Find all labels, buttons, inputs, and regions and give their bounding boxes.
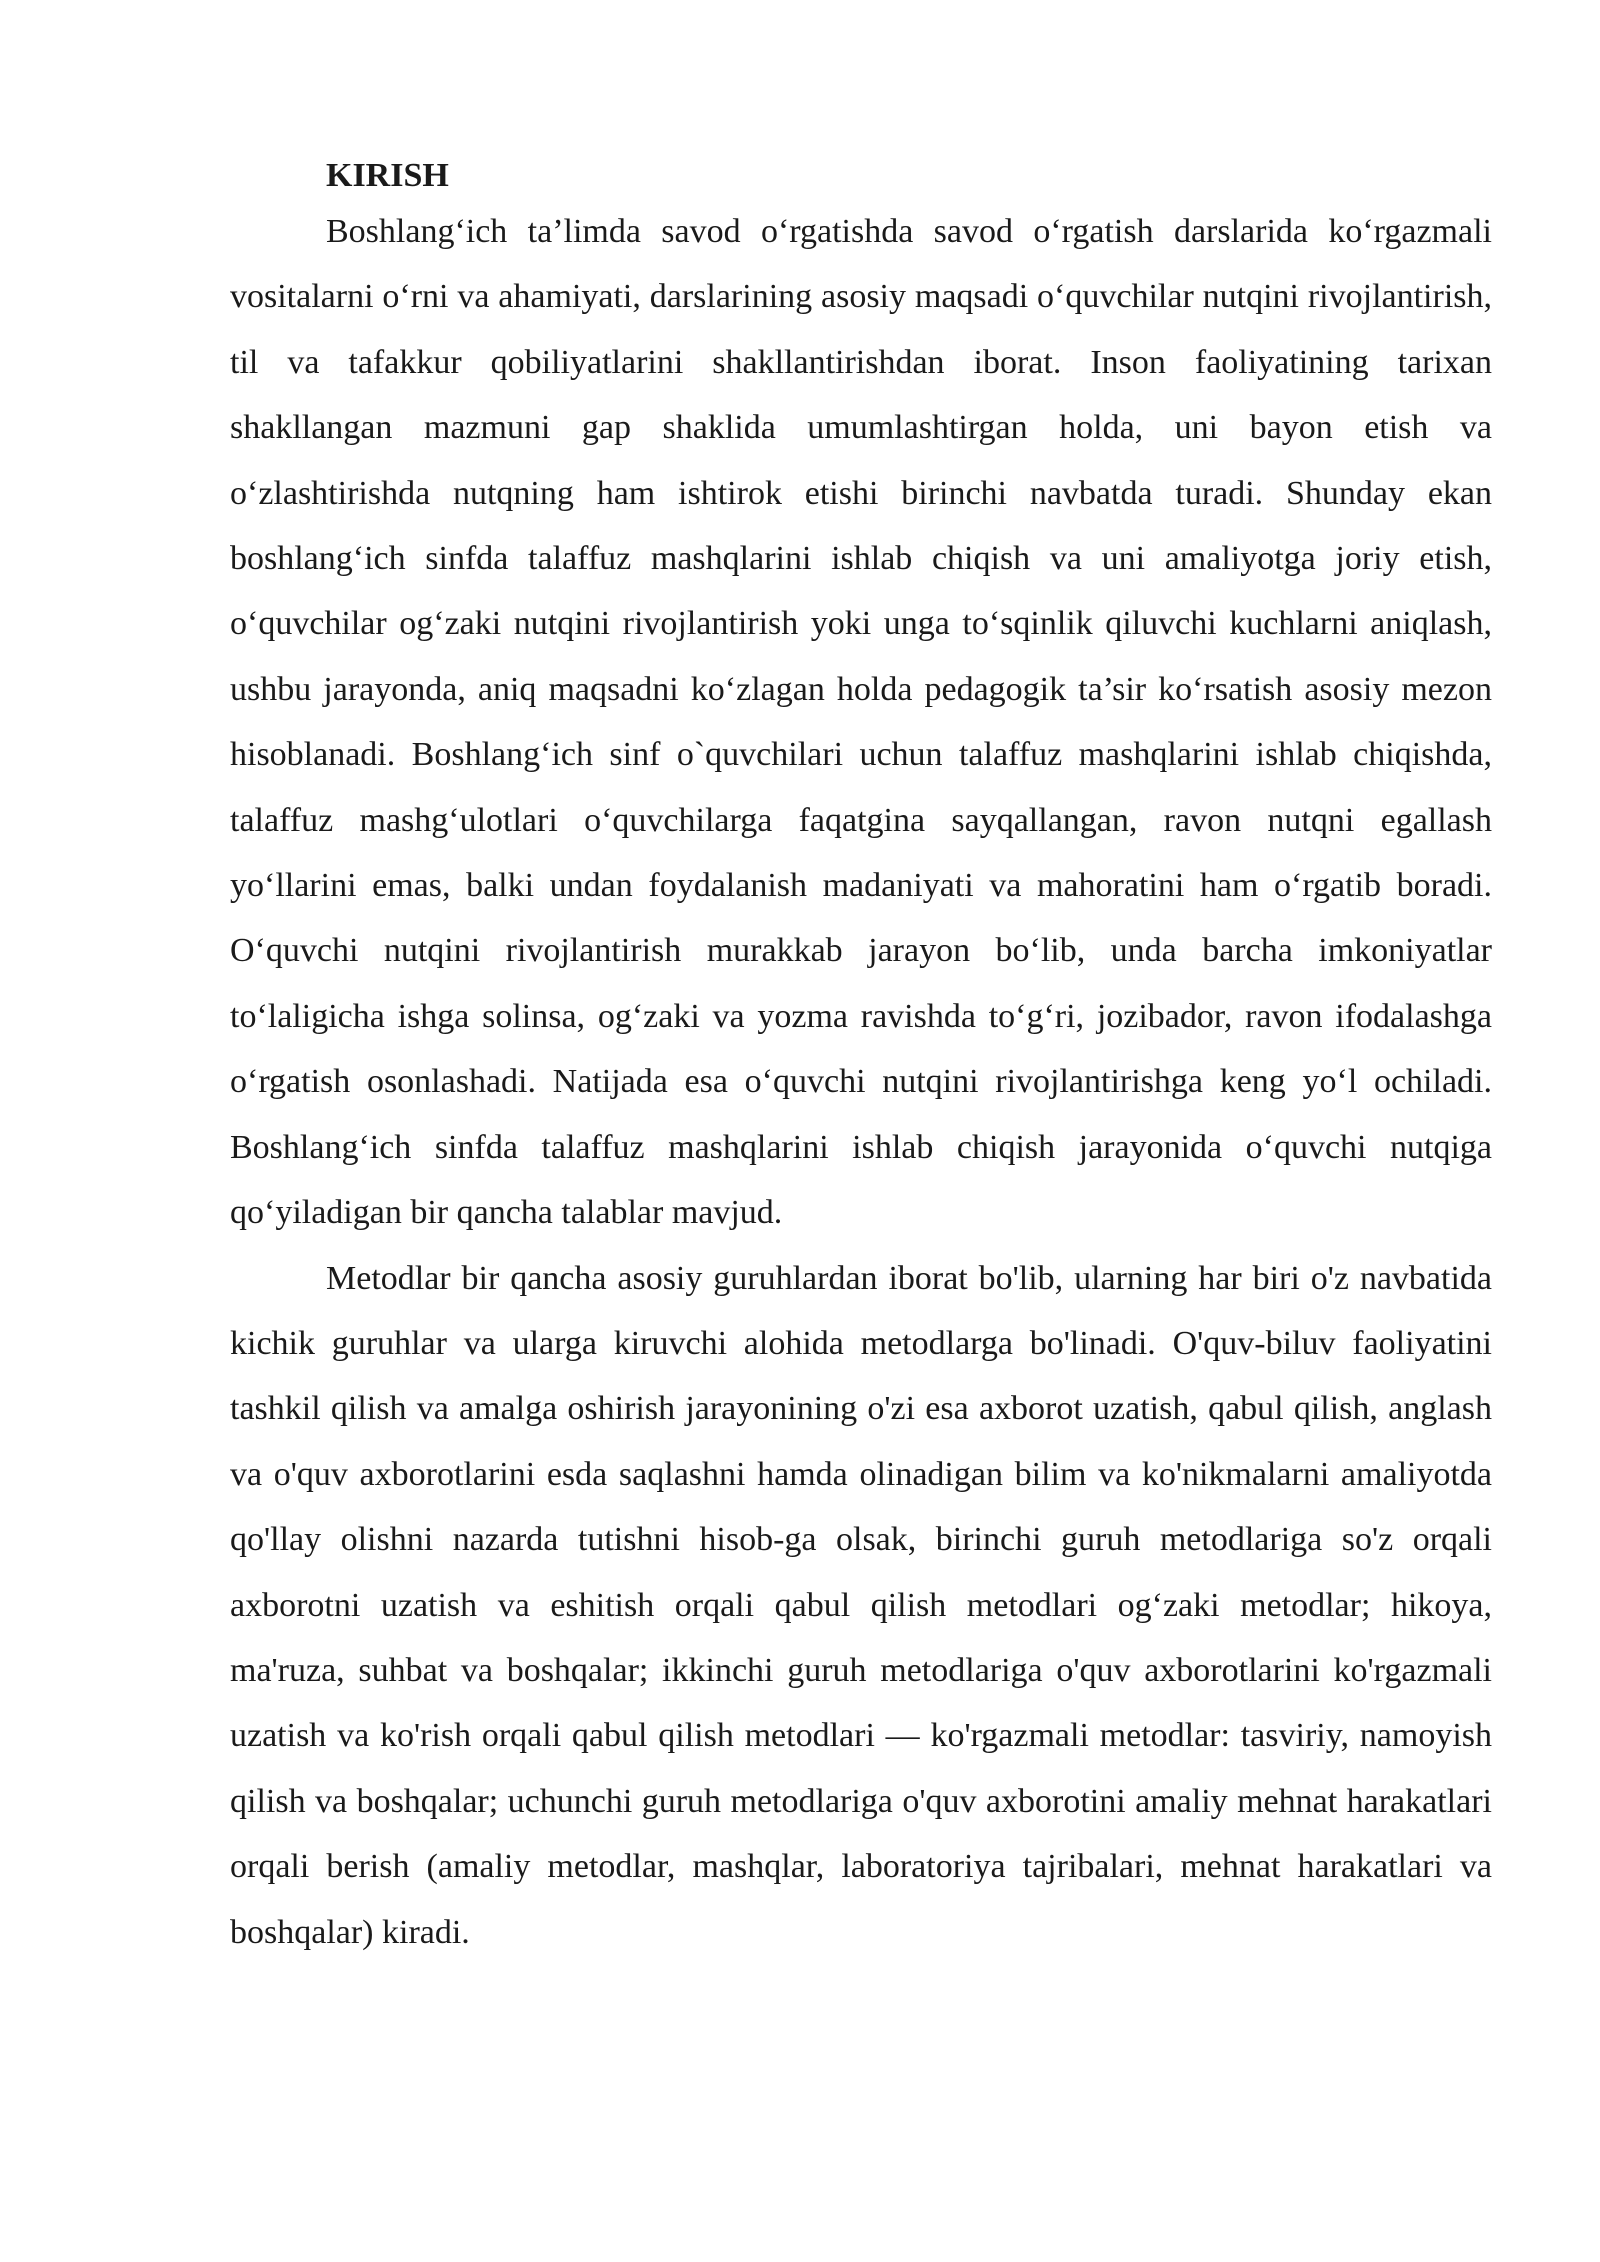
paragraph-methods: Metodlar bir qancha asosiy guruhlardan iborat bo'lib, ularning har biri o'z navbatida kichik guruhlar va ularga kiruvchi alohida metodlarga bo'linadi. O'quv-biluv faoliyatini tashkil qilish va amalga oshirish jarayonining o'zi esa axborot uzatish, qabul qilish, anglash va o'quv axborotlarini esda saqlashni hamda olinadigan bilim va ko'nikmalarni amaliyotda qo'llay olishni nazarda tutishni hisob-ga olsak, birinchi guruh metodlariga so'z orqali axborotni uzatish va eshitish orqali qabul qilish metodlari og‘zaki metodlar; hikoya, ma'ruza, suhbat va boshqalar; ikkinchi guruh metodlariga o'quv axborotlarini ko'rgazmali uzatish va ko'rish orqali qabul qilish metodlari — ko'rgazmali metodlar: tasviriy, namoyish qilish va boshqalar; uchunchi guruh metodlariga o'quv axborotini amaliy mehnat harakatlari orqali berish (amaliy metodlar, mashqlar, laboratoriya tajribalari, mehnat harakatlari va boshqalar) kiradi. bbox=[230, 1259, 1492, 1951]
page-content bbox=[230, 152, 1492, 1965]
paragraph-intro: Boshlang‘ich ta’limda savod o‘rgatishda savod o‘rgatish darslarida ko‘rgazmali vositalarni o‘rni va ahamiyati, darslarining asosiy maqsadi o‘quvchilar nutqini rivojlantirish, til va tafakkur qobiliyatlarini shakllantirishdan iborat. Inson faoliyatining tarixan shakllangan mazmuni gap shaklida umumlashtirgan holda, uni bayon etish va o‘zlashtirishda nutqning ham ishtirok etishi birinchi navbatda turadi. Shunday ekan boshlang‘ich sinfda talaffuz mashqlarini ishlab chiqish va uni amaliyotga joriy etish, o‘quvchilar og‘zaki nutqini rivojlantirish yoki unga to‘sqinlik qiluvchi kuchlarni aniqlash, ushbu jarayonda, aniq maqsadni ko‘zlagan holda pedagogik ta’sir ko‘rsatish asosiy mezon hisoblanadi. Boshlang‘ich sinf o`quvchilari uchun talaffuz mashqlarini ishlab chiqishda, talaffuz mashg‘ulotlari o‘quvchilarga faqatgina sayqallangan, ravon nutqni egallash yo‘llarini emas, balki undan foydalanish madaniyati va mahoratini ham o‘rgatib boradi. O‘quvchi nutqini rivojlantirish murakkab jarayon bo‘lib, unda barcha imkoniyatlar to‘laligicha ishga solinsa, og‘zaki va yozma ravishda to‘g‘ri, jozibador, ravon ifodalashga o‘rgatish osonlashadi. Natijada esa o‘quvchi nutqini rivojlantirishga keng yo‘l ochiladi. Boshlang‘ich sinfda talaffuz mashqlarini ishlab chiqish jarayonida o‘quvchi nutqiga qo‘yiladigan bir qancha talablar mavjud. bbox=[230, 213, 1492, 1232]
section-heading: KIRISH bbox=[326, 157, 449, 194]
